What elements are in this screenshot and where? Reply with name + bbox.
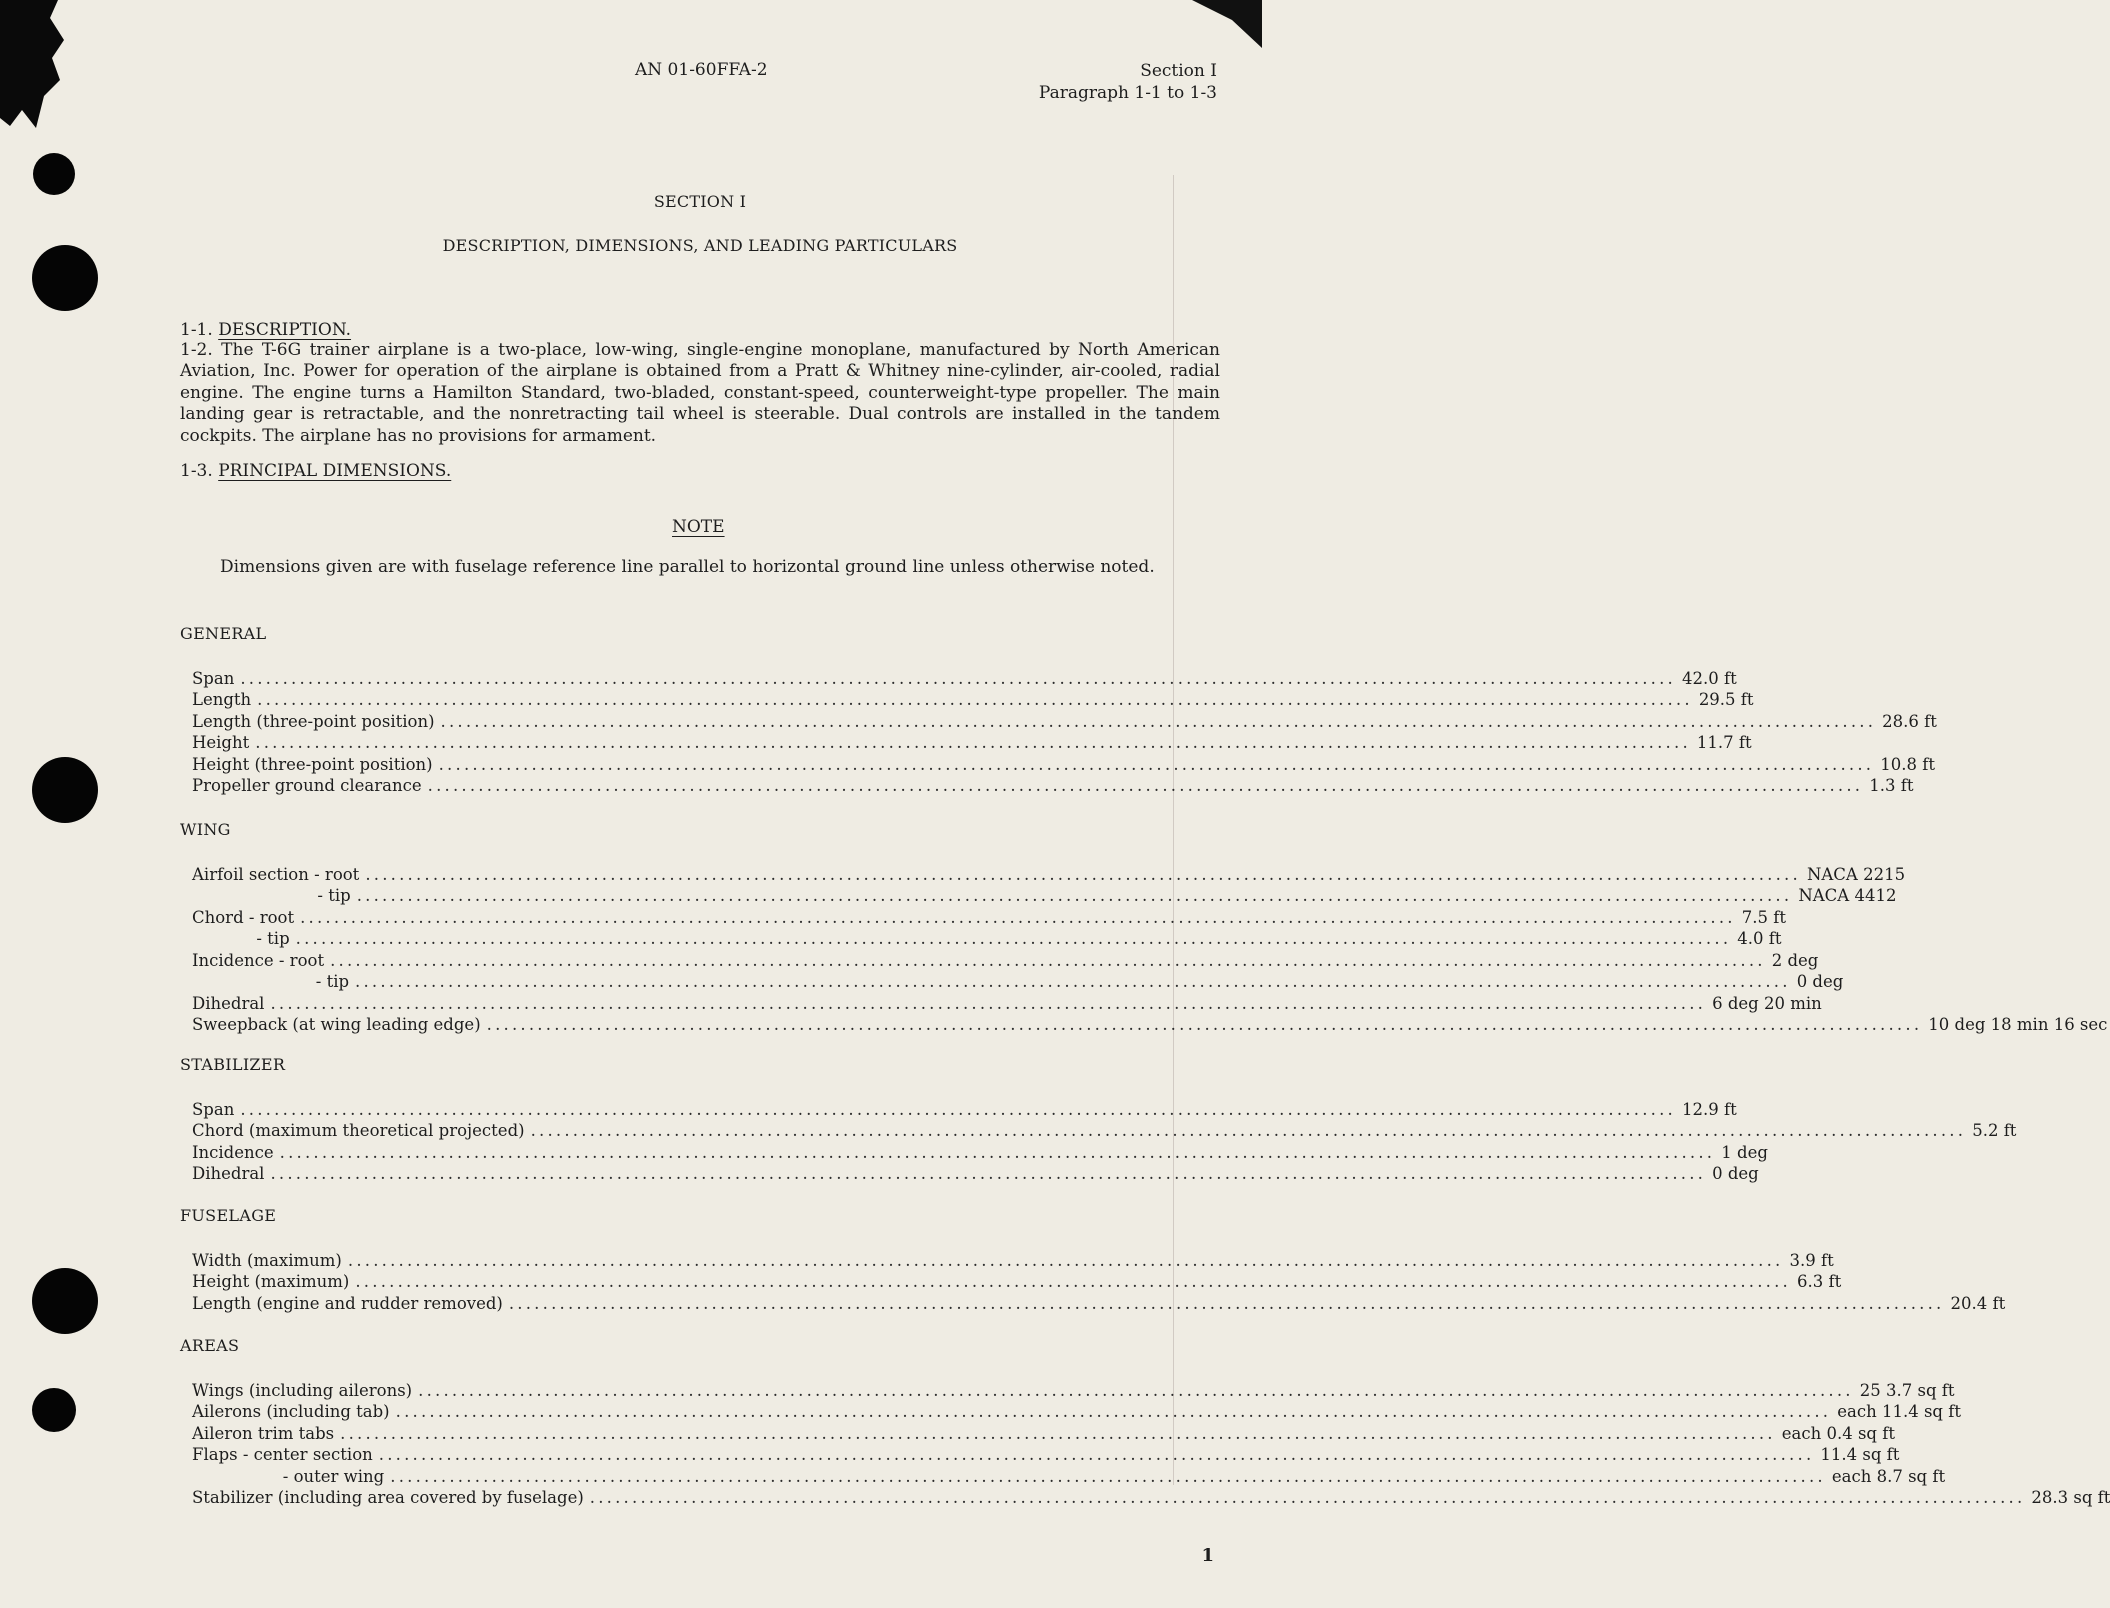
section-title: SECTION I [653, 192, 747, 211]
dimension-label: - tip [256, 929, 290, 948]
dimension-row [192, 1162, 1759, 1184]
dimension-value: each 0.4 sq ft [1781, 1423, 1895, 1443]
dimension-value: 10.8 ft [1880, 754, 1935, 774]
dimension-label: Dihedral [192, 1164, 265, 1183]
dimension-row [192, 1464, 1946, 1486]
torn-corner [0, 0, 70, 130]
dimension-row [192, 970, 1844, 992]
dimension-value: 0 deg [1796, 972, 1844, 991]
dot-leader: .......................................................................................................................................................................... [418, 1380, 1854, 1400]
dimension-row [192, 1291, 2006, 1313]
dimension-value: 5.2 ft [1972, 1121, 2017, 1140]
dimension-value: 28.3 sq ft [2031, 1488, 2110, 1507]
dimension-label: Span [192, 668, 235, 688]
binder-hole [32, 1388, 76, 1432]
dot-leader: .......................................................................................................................................................................... [365, 864, 1801, 884]
dimension-value: 6 deg 20 min [1712, 993, 1822, 1013]
section-subtitle: DESCRIPTION, DIMENSIONS, AND LEADING PARTICULARS [442, 236, 958, 255]
dimension-label: - tip [317, 886, 351, 905]
dot-leader: .......................................................................................................................................................................... [300, 907, 1736, 927]
dimension-label: - outer wing [282, 1466, 385, 1486]
dot-leader: .......................................................................................................................................................................... [530, 1121, 1967, 1140]
dimension-row [192, 1140, 1768, 1162]
dimension-row [192, 991, 1822, 1013]
dot-leader: .......................................................................................................................................................................... [295, 929, 1732, 948]
dot-leader: .......................................................................................................................................................................... [240, 1099, 1676, 1119]
dimension-value: 2 deg [1771, 950, 1819, 970]
dimension-value: 6.3 ft [1797, 1272, 1842, 1291]
dot-leader: .......................................................................................................................................................................... [257, 690, 1693, 709]
dimension-rows [192, 862, 2108, 1034]
dot-leader: .......................................................................................................................................................................... [390, 1466, 1826, 1486]
dimension-value: 1.3 ft [1869, 776, 1914, 795]
paragraph-number: 1-3. [180, 461, 213, 481]
dot-leader: .......................................................................................................................................................................... [330, 950, 1766, 970]
dimension-value: 20.4 ft [1950, 1293, 2006, 1313]
dimension-rows [192, 1097, 2017, 1183]
paragraph-1-2: 1-2. The T-6G trainer airplane is a two-place, low-wing, single-engine monoplane, manufactured by North American Aviation, Inc. Power for operation of the airplane is obtained from a Pratt & Whitney nine-cylinder, air-cooled, radial engine. The engine turns a Hamilton Standard, two-bladed, constant-speed, counterweight-type propeller. The main landing gear is retractable, and the nonretracting tail wheel is steerable. Dual controls are installed in the tandem cockpits. The airplane has no provisions for armament. [180, 340, 1220, 446]
dimension-rows [192, 666, 1937, 795]
dimension-value: 3.9 ft [1789, 1250, 1834, 1270]
dimension-value: 4.0 ft [1737, 929, 1782, 948]
group-title: AREAS [180, 1336, 240, 1355]
dimension-label: Chord - root [192, 907, 295, 927]
dot-leader: .......................................................................................................................................................................... [486, 1015, 1923, 1034]
dot-leader: .......................................................................................................................................................................... [355, 1272, 1791, 1291]
dimension-label: Ailerons (including tab) [192, 1402, 390, 1421]
group-title: GENERAL [180, 624, 267, 643]
dimension-row [192, 709, 1937, 731]
dimension-row [192, 1097, 1737, 1119]
dot-leader: .......................................................................................................................................................................... [279, 1142, 1716, 1162]
group-title: FUSELAGE [180, 1206, 277, 1225]
dimension-label: Flaps - center section [192, 1445, 373, 1464]
dimension-row [192, 905, 1786, 927]
dimension-label: Sweepback (at wing leading edge) [192, 1015, 481, 1034]
dimension-row [192, 1421, 1895, 1443]
dot-leader: .......................................................................................................................................................................... [438, 754, 1875, 774]
dimension-label: Propeller ground clearance [192, 776, 422, 795]
dimension-row [192, 1443, 1900, 1465]
dimension-value: 1 deg [1721, 1142, 1768, 1162]
dimension-label: Height [192, 733, 250, 752]
dimension-row [192, 1400, 1961, 1422]
dimension-row [192, 1119, 2017, 1141]
dimension-value: 10 deg 18 min 16 sec [1928, 1015, 2108, 1034]
note-title: NOTE [672, 517, 725, 537]
dimension-label: Span [192, 1099, 235, 1119]
dot-leader: .......................................................................................................................................................................... [508, 1293, 1945, 1313]
dimension-label: Wings (including ailerons) [192, 1380, 413, 1400]
group-title: STABILIZER [180, 1055, 286, 1074]
dimension-group-stabilizer [180, 1055, 2017, 1183]
dimension-row [192, 1248, 1834, 1270]
dot-leader: .......................................................................................................................................................................... [395, 1402, 1832, 1421]
dimension-value: each 11.4 sq ft [1837, 1402, 1961, 1421]
dimension-row [192, 688, 1754, 710]
dimension-value: 11.4 sq ft [1820, 1445, 1900, 1464]
dimension-row [192, 884, 1897, 906]
dimension-group-general [180, 624, 1937, 795]
dimension-value: 29.5 ft [1698, 690, 1754, 709]
binder-hole [32, 1268, 98, 1334]
dot-leader: .......................................................................................................................................................................... [340, 1423, 1776, 1443]
dot-leader: .......................................................................................................................................................................... [355, 972, 1791, 991]
dimension-value: NACA 2215 [1806, 864, 1906, 884]
dot-leader: .......................................................................................................................................................................... [378, 1445, 1815, 1464]
dimension-label: Height (maximum) [192, 1272, 350, 1291]
binder-hole [32, 757, 98, 823]
dimension-label: Length [192, 690, 252, 709]
note-text: Dimensions given are with fuselage reference line parallel to horizontal ground line unless otherwise noted. [220, 557, 1155, 577]
dimension-value: 11.7 ft [1696, 733, 1752, 752]
document-number: AN 01-60FFA-2 [635, 60, 768, 80]
dimension-row [192, 666, 1737, 688]
dimension-label: Dihedral [192, 993, 265, 1013]
dimension-row [192, 731, 1752, 753]
paragraph-heading-1-1 [180, 320, 351, 340]
dimension-row [192, 774, 1914, 796]
dot-leader: .......................................................................................................................................................................... [240, 668, 1676, 688]
dimension-value: 7.5 ft [1741, 907, 1786, 927]
dimension-row [192, 1013, 2108, 1035]
dimension-value: 0 deg [1712, 1164, 1759, 1183]
dimension-row [192, 1486, 2110, 1508]
dimension-row [192, 948, 1819, 970]
dimension-value: 28.6 ft [1882, 711, 1937, 731]
paragraph-title: DESCRIPTION. [218, 320, 352, 340]
dimension-rows [192, 1378, 2110, 1507]
dimension-label: Aileron trim tabs [192, 1423, 335, 1443]
dimension-value: 25 3.7 sq ft [1859, 1380, 1955, 1400]
dimension-row [192, 927, 1782, 949]
page-number: 1 [1201, 1545, 1214, 1566]
dimension-label: Incidence [192, 1142, 274, 1162]
dimension-row [192, 1378, 1955, 1400]
dimension-label: Length (three-point position) [192, 711, 435, 731]
section-reference [1039, 60, 1217, 104]
dimension-label: Stabilizer (including area covered by fuselage) [192, 1488, 584, 1507]
dimension-label: Airfoil section - root [192, 864, 360, 884]
paragraph-heading-1-3 [180, 461, 451, 481]
dot-leader: .......................................................................................................................................................................... [356, 886, 1793, 905]
dimension-label: Width (maximum) [192, 1250, 342, 1270]
paragraph-range: Paragraph 1-1 to 1-3 [1038, 83, 1217, 103]
dot-leader: .......................................................................................................................................................................... [427, 776, 1864, 795]
group-title: WING [180, 820, 231, 839]
folded-corner [1192, 0, 1262, 50]
dimension-value: NACA 4412 [1798, 886, 1897, 905]
dimension-value: 42.0 ft [1681, 668, 1737, 688]
dimension-value: 12.9 ft [1681, 1099, 1737, 1119]
dot-leader: .......................................................................................................................................................................... [440, 711, 1877, 731]
dimension-row [192, 752, 1935, 774]
dot-leader: .......................................................................................................................................................................... [270, 993, 1707, 1013]
dimension-label: - tip [315, 972, 350, 991]
dimension-rows [192, 1248, 2006, 1313]
dimension-group-fuselage [180, 1206, 2006, 1313]
dot-leader: .......................................................................................................................................................................... [589, 1488, 2026, 1507]
dimension-label: Incidence - root [192, 950, 325, 970]
dimension-row [192, 862, 1906, 884]
dimension-group-wing [180, 820, 2108, 1034]
dimension-label: Length (engine and rudder removed) [192, 1293, 503, 1313]
section-label: Section I [1140, 61, 1217, 81]
dot-leader: .......................................................................................................................................................................... [270, 1164, 1707, 1183]
paragraph-title: PRINCIPAL DIMENSIONS. [218, 461, 452, 481]
dimension-label: Height (three-point position) [192, 754, 433, 774]
dimension-group-areas [180, 1336, 2110, 1507]
dot-leader: .......................................................................................................................................................................... [347, 1250, 1784, 1270]
paragraph-number: 1-1. [180, 320, 213, 340]
binder-hole [33, 153, 75, 195]
dot-leader: .......................................................................................................................................................................... [255, 733, 1691, 752]
dimension-row [192, 1270, 1842, 1292]
dimension-label: Chord (maximum theoretical projected) [192, 1121, 525, 1140]
dimension-value: each 8.7 sq ft [1831, 1466, 1946, 1486]
